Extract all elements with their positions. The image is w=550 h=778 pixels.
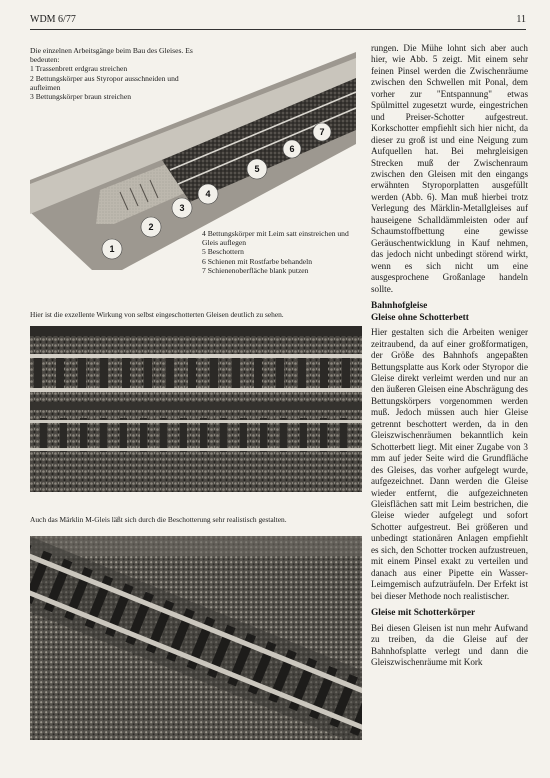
- article-paragraph-2: Hier gestalten sich die Arbeiten weniger zeitraubend, da auf einer großformatigen, der Größe des Bahnhofs angepaßten Bettungsplatte aus Kork oder Styropor die Gleise direkt verleimt werden und nur an den äußeren Gleisen eine Abschrägung des Bettungskörpers vorgenommen werden muß. Jedoch müssen auch hier Gleise getrennt beschottert werden, da in den Gleiszwischenräumen bekanntlich kein Schotterbett liegt. Mit einer Zugabe von 3 mm auf jeder Seite wird die Grundfläche des Gleises, das vorher aufgelegt wurde, aufgezeichnet. Dann werden die Gleise wieder entfernt, die aufgezeichneten Gleisflächen satt mit Leim bestrichen, die Gleise wieder aufgelegt und sofort Schotter aufgestreut. Bei größeren und unbedingt stationären Anlagen empfiehlt es sich, den Schotter trocken aufzustreuen, mit einem Pinsel exakt zu verteilen und danach aus einer Pipette ein Wasser-Leimgemisch aufzuträufeln. Der Erfekt ist bei dieser Methode noch realistischer.: [371, 327, 528, 601]
- header-rule: [30, 29, 526, 30]
- article-column: [371, 43, 528, 668]
- marker-4-label: 4: [205, 189, 211, 199]
- figure1-step-5: 5 Beschottern: [202, 247, 244, 257]
- marker-7-label: 7: [319, 127, 325, 137]
- figure1-step-4: 4 Bettungskörper mit Leim satt einstreichen und Gleis auflegen: [202, 229, 349, 248]
- marker-5-label: 5: [254, 164, 260, 174]
- article-paragraph-3: Bei diesen Gleisen ist nun mehr Aufwand zu treiben, da die Gleise auf der Bahnhofsplatte verlegt und dann die Gleiszwischenräume mit Kork: [371, 622, 528, 667]
- section-subheading-ohne-schotterbett: Gleise ohne Schotterbett: [371, 312, 469, 323]
- figure1-step-7: 7 Schienenoberfläche blank putzen: [202, 265, 309, 275]
- figure1-legend: [202, 229, 360, 275]
- m-track-photo: [30, 536, 362, 740]
- page-number: 11: [516, 14, 526, 25]
- magazine-issue: WDM 6/77: [30, 14, 76, 25]
- section-heading-schotterkoerper: Gleise mit Schotterkörper: [371, 608, 476, 619]
- marker-2-label: 2: [148, 222, 154, 232]
- figure1-caption: [30, 46, 210, 101]
- marker-6-label: 6: [289, 144, 295, 154]
- ballasted-tracks-photo: [30, 326, 362, 492]
- article-paragraph-1: rungen. Die Mühe lohnt sich aber auch hier, wie Abb. 5 zeigt. Mit einem sehr feinen Pinsel werden die Zwischenräume zwischen den Schwellen mit Ponal, dem vorher zur "Entspannung" etwas Spülmittel zugesetzt wurde, eingestrichen und Preiser-Schotter aufgestreut. Korkschotter empfiehlt sich hier nicht, da dieser zu groß ist und eine Neigung zum Aufquellen hat. Bei mehrgleisigen Strecken muß der Zwischenraum zwischen den Gleisen mit den eingangs erwähnten Styroporplatten ausgefüllt werden (Abb. 6). Man muß hierbei trotz Verlegung des Märklin-Metallgleises auf hauseigene Schalldämmleisten oder auf Schaumstoffbettung eine gewisse Geräuschentwicklung in Kauf nehmen, das jedoch nicht unbedingt störend wirkt, wenn es sich nicht um eine ausgesprochene Großanlage handeln sollte.: [371, 43, 528, 294]
- marker-1-label: 1: [109, 244, 115, 254]
- photo2-caption: Hier ist die exzellente Wirkung von selbst eingeschotterten Gleisen deutlich zu sehen.: [30, 310, 284, 319]
- figure1-step-3: 3 Bettungskörper braun streichen: [30, 92, 132, 102]
- figure1-step-6: 6 Schienen mit Rostfarbe behandeln: [202, 256, 313, 266]
- marker-3-label: 3: [179, 203, 185, 213]
- figure1-caption-title: Die einzelnen Arbeitsgänge beim Bau des Gleises. Es bedeuten:: [30, 46, 193, 65]
- figure1-step-1: 1 Trassenbrett erdgrau streichen: [30, 64, 128, 74]
- photo3-caption: Auch das Märklin M-Gleis läßt sich durch die Beschotterung sehr realistisch gestalten.: [30, 515, 287, 524]
- page-header: [30, 14, 526, 28]
- figure1-step-2: 2 Bettungskörper aus Styropor ausschneiden und aufleimen: [30, 73, 179, 92]
- section-heading-bahnhofgleise: Bahnhofgleise: [371, 300, 428, 311]
